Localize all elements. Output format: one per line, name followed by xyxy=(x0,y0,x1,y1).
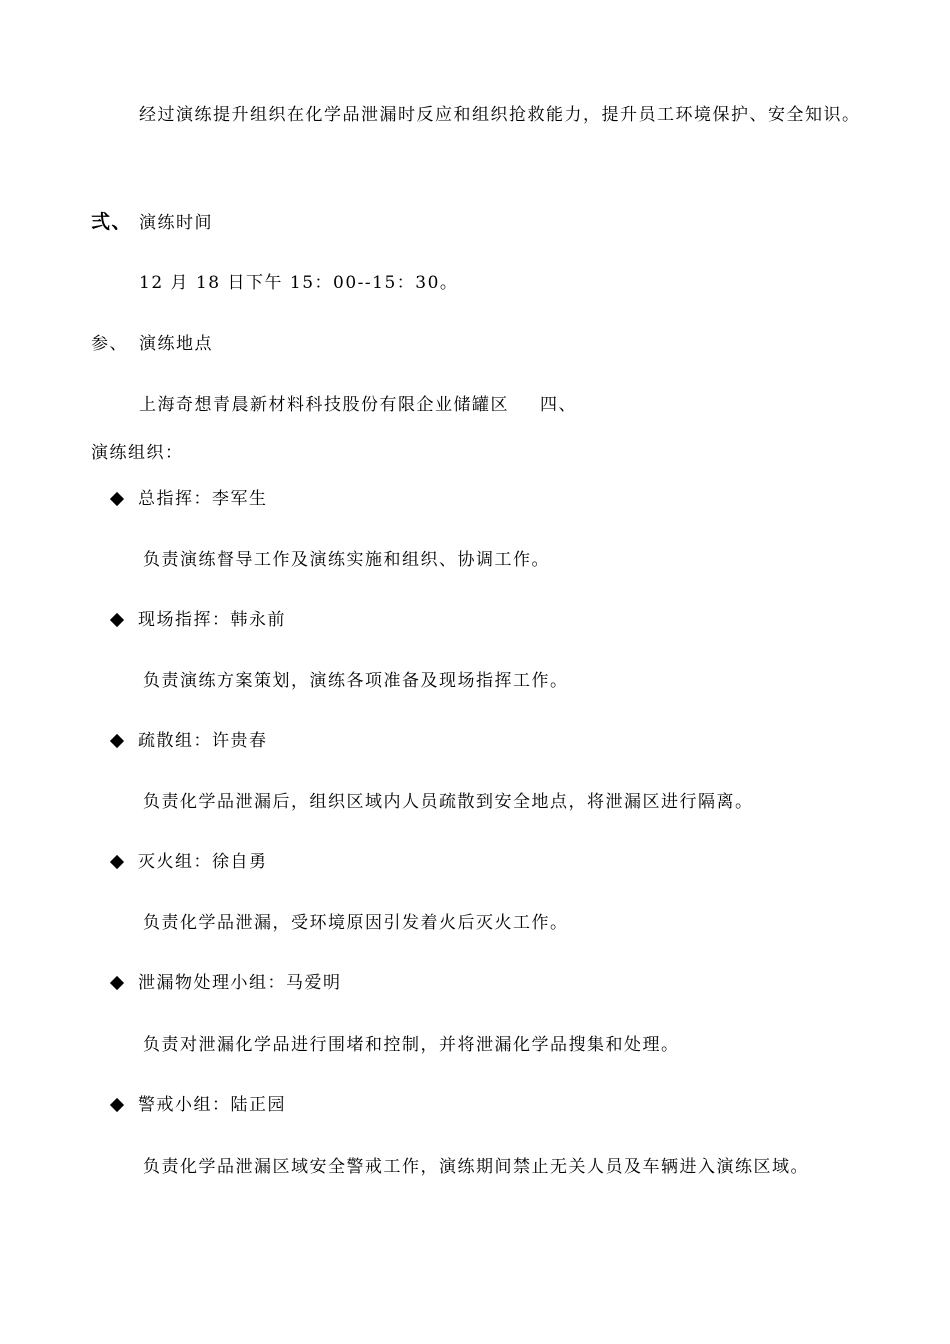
role-label: 总指挥：李军生 xyxy=(138,489,268,509)
role-duty: 负责演练督导工作及演练实施和组织、协调工作。 xyxy=(143,550,550,570)
role-label: 疏散组：许贵春 xyxy=(138,731,268,751)
section-number-location: 参、 xyxy=(91,334,128,354)
diamond-bullet-icon xyxy=(110,855,124,869)
purpose-paragraph: 经过演练提升组织在化学品泄漏时反应和组织抢救能力，提升员工环境保护、安全知识。 xyxy=(139,105,861,125)
role-label: 灭火组：徐自勇 xyxy=(138,852,268,872)
diamond-bullet-icon xyxy=(110,492,124,506)
section-title-organization: 演练组织： xyxy=(91,443,184,463)
role-duty: 负责化学品泄漏区域安全警戒工作，演练期间禁止无关人员及车辆进入演练区域。 xyxy=(143,1157,809,1177)
section-number-time: 弍、 xyxy=(91,211,133,233)
role-label: 警戒小组：陆正园 xyxy=(138,1095,286,1115)
diamond-bullet-icon xyxy=(110,613,124,627)
role-label: 现场指挥：韩永前 xyxy=(138,610,286,630)
location-content: 上海奇想青晨新材料科技股份有限企业储罐区 xyxy=(139,395,509,415)
section-number-organization: 四、 xyxy=(540,395,577,415)
diamond-bullet-icon xyxy=(110,976,124,990)
section-title-location: 演练地点 xyxy=(139,334,213,354)
role-label: 泄漏物处理小组：马爱明 xyxy=(138,973,342,993)
role-duty: 负责化学品泄漏，受环境原因引发着火后灭火工作。 xyxy=(143,913,569,933)
section-title-time: 演练时间 xyxy=(139,213,213,233)
role-duty: 负责对泄漏化学品进行围堵和控制，并将泄漏化学品搜集和处理。 xyxy=(143,1035,680,1055)
role-duty: 负责演练方案策划，演练各项准备及现场指挥工作。 xyxy=(143,671,569,691)
diamond-bullet-icon xyxy=(110,1098,124,1112)
diamond-bullet-icon xyxy=(110,734,124,748)
time-content: 12 月 18 日下午 15：00--15：30。 xyxy=(139,273,459,293)
role-duty: 负责化学品泄漏后，组织区域内人员疏散到安全地点，将泄漏区进行隔离。 xyxy=(143,792,754,812)
